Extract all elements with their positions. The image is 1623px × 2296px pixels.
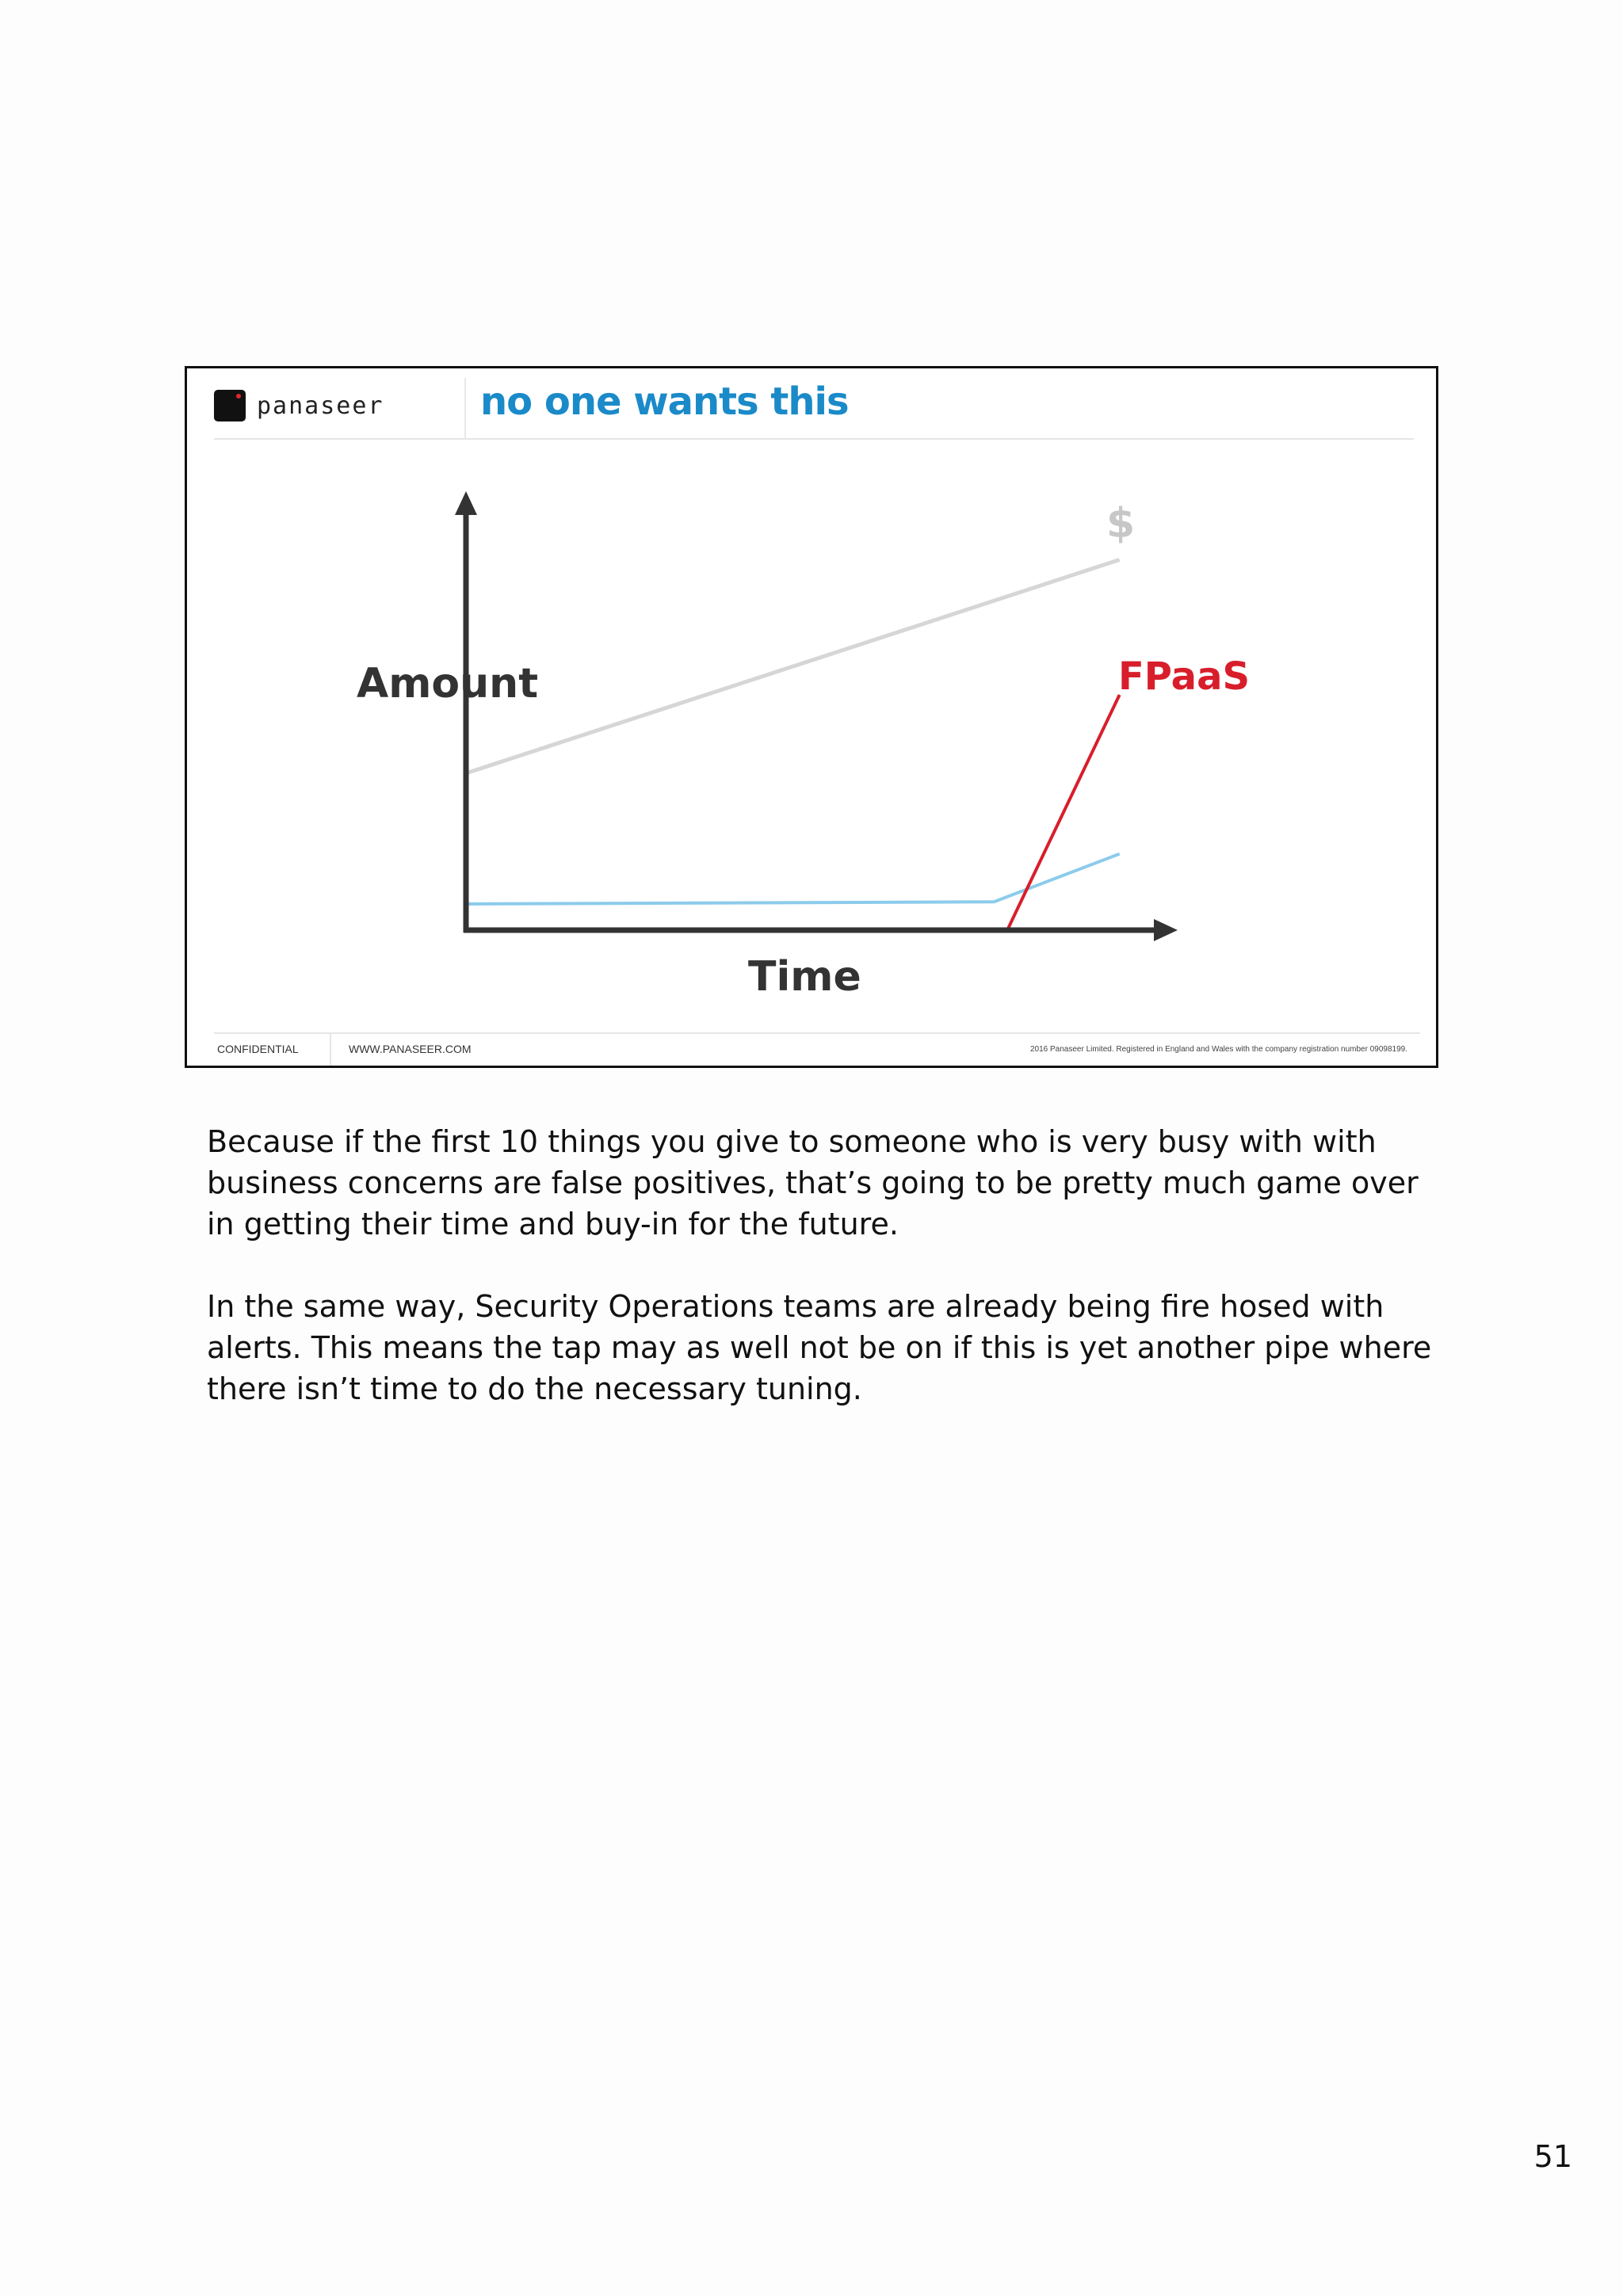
footer-copyright: 2016 Panaseer Limited. Registered in England and Wales with the company registration number 09098199. <box>1029 1045 1407 1054</box>
dollar-series-line <box>466 560 1120 774</box>
fpaas-series-line <box>1007 695 1120 930</box>
y-axis-label: Amount <box>357 660 539 707</box>
y-axis-arrow-icon <box>455 491 477 515</box>
notes-paragraph: In the same way, Security Operations teams are already being fire hosed with alerts. This means the tap may as well not be on if this is yet another pipe where there isn’t time to do the necessary tuning. <box>207 1289 1432 1406</box>
footer-confidential: CONFIDENTIAL <box>217 1043 299 1055</box>
slide-title: no one wants this <box>480 379 849 424</box>
fpaas-series-label: FPaaS <box>1118 654 1251 699</box>
chart <box>187 368 1436 1026</box>
footer-url: WWW.PANASEER.COM <box>349 1043 472 1055</box>
x-axis-arrow-icon <box>1154 919 1178 941</box>
x-axis-label: Time <box>748 953 861 1001</box>
footer-rule <box>214 1032 1420 1034</box>
footer-divider <box>330 1034 331 1066</box>
notes-paragraph: Because if the first 10 things you give to someone who is very busy with with business concerns are false positives, that’s going to be pretty much game over in getting their time and buy-in for the future. <box>207 1124 1419 1241</box>
logo-text: panaseer <box>257 391 384 420</box>
dollar-series-label: $ <box>1106 500 1136 547</box>
page-number: 51 <box>1533 2139 1572 2174</box>
slide-image <box>185 366 1438 1068</box>
speaker-notes <box>207 1121 1443 1451</box>
baseline-series-line <box>466 854 1120 904</box>
